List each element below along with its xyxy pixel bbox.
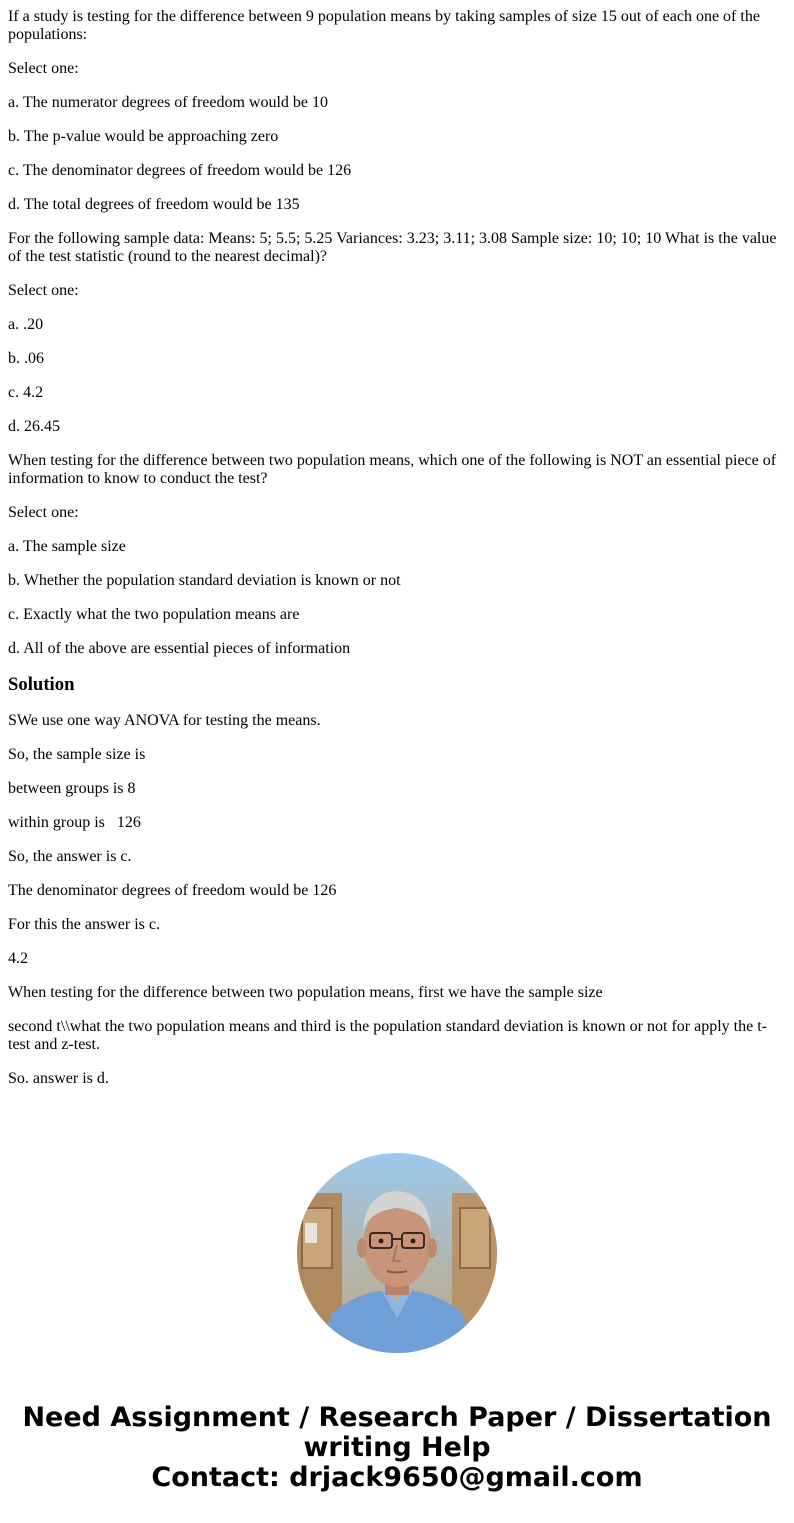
question-1-option-a: a. The numerator degrees of freedom would be 10 bbox=[8, 94, 329, 111]
question-1-option-b: b. The p-value would be approaching zero bbox=[8, 128, 279, 145]
author-avatar bbox=[297, 1153, 497, 1353]
footer-promo bbox=[0, 1403, 794, 1493]
question-1-select-one: Select one: bbox=[8, 60, 79, 77]
solution-paragraph: So, the sample size is bbox=[8, 746, 146, 763]
question-2-option-c: c. 4.2 bbox=[8, 384, 44, 401]
solution-paragraph: between groups is 8 bbox=[8, 780, 136, 797]
question-3-option-a: a. The sample size bbox=[8, 538, 126, 555]
document-body bbox=[8, 8, 784, 1104]
solution-paragraph: So, the answer is c. bbox=[8, 848, 132, 865]
solution-paragraph: within group is 126 bbox=[8, 814, 141, 831]
solution-paragraph: When testing for the difference between two population means, first we have the sample size bbox=[8, 984, 603, 1001]
solution-paragraph: second t\\what the two population means and third is the population standard deviation is known or not for apply the t-test and z-test. bbox=[8, 1018, 767, 1053]
solution-paragraph: So. answer is d. bbox=[8, 1070, 109, 1087]
question-3-option-c: c. Exactly what the two population means are bbox=[8, 606, 300, 623]
solution-paragraph: The denominator degrees of freedom would be 126 bbox=[8, 882, 337, 899]
footer-line-2: writing Help bbox=[303, 1432, 491, 1463]
question-3-prompt: When testing for the difference between two population means, which one of the following is NOT an essential piece of information to know to conduct the test? bbox=[8, 452, 777, 487]
solution-paragraph: For this the answer is c. bbox=[8, 916, 160, 933]
question-3-option-d: d. All of the above are essential pieces of information bbox=[8, 640, 351, 657]
question-2-prompt: For the following sample data: Means: 5; 5.5; 5.25 Variances: 3.23; 3.11; 3.08 Sample size: 10; 10; 10 What is the value of the test statistic (round to the nearest decimal)? bbox=[8, 230, 777, 265]
footer-line-1: Need Assignment / Research Paper / Dissertation bbox=[22, 1402, 772, 1433]
author-portrait-image bbox=[297, 1153, 497, 1353]
question-1-prompt: If a study is testing for the difference between 9 population means by taking samples of size 15 out of each one of the populations: bbox=[8, 8, 760, 43]
question-2-select-one: Select one: bbox=[8, 282, 79, 299]
question-2-option-b: b. .06 bbox=[8, 350, 44, 367]
question-2-option-d: d. 26.45 bbox=[8, 418, 60, 435]
question-3-select-one: Select one: bbox=[8, 504, 79, 521]
question-3-option-b: b. Whether the population standard deviation is known or not bbox=[8, 572, 401, 589]
question-1-option-c: c. The denominator degrees of freedom would be 126 bbox=[8, 162, 352, 179]
footer-contact: Contact: drjack9650@gmail.com bbox=[151, 1462, 643, 1493]
question-2-option-a: a. .20 bbox=[8, 316, 44, 333]
question-1-option-d: d. The total degrees of freedom would be 135 bbox=[8, 196, 300, 213]
solution-paragraph: 4.2 bbox=[8, 950, 28, 967]
solution-paragraph: SWe use one way ANOVA for testing the means. bbox=[8, 712, 321, 729]
solution-heading: Solution bbox=[8, 674, 75, 695]
